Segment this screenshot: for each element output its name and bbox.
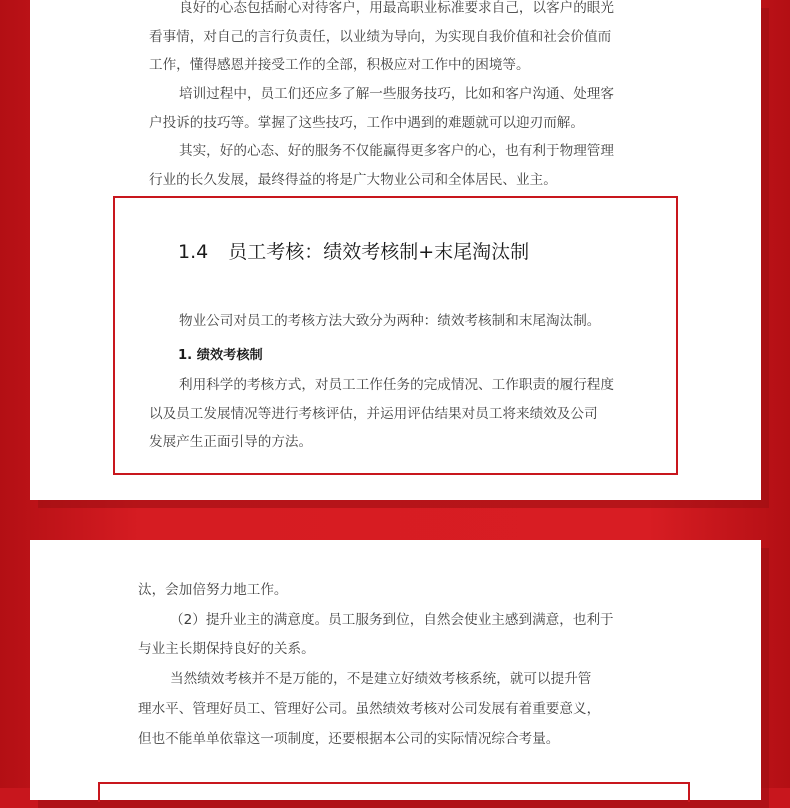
subheading: 1. 绩效考核制 [178,348,263,363]
paragraph-line: 工作，懂得感恩并接受工作的全部，积极应对工作中的困境等。 [149,57,530,73]
section-heading [178,238,529,266]
paragraph-line: 但也不能单单依靠这一项制度，还要根据本公司的实际情况综合考量。 [138,731,560,747]
section-intro: 物业公司对员工的考核方法大致分为两种：绩效考核制和末尾淘汰制。 [179,313,601,329]
paragraph-line: 户投诉的技巧等。掌握了这些技巧，工作中遇到的难题就可以迎刃而解。 [149,115,584,131]
paragraph-line: 当然绩效考核并不是万能的，不是建立好绩效考核系统，就可以提升管 [170,671,592,687]
section-frame-partial [98,782,690,802]
paragraph-line: 看事情，对自己的言行负责任，以业绩为导向，为实现自我价值和社会价值而 [149,29,612,45]
paragraph-line: 以及员工发展情况等进行考核评估，并运用评估结果对员工将来绩效及公司 [149,406,598,422]
paragraph-line: 利用科学的考核方式，对员工工作任务的完成情况、工作职责的履行程度 [179,377,614,393]
paragraph-line: 理水平、管理好员工、管理好公司。虽然绩效考核对公司发展有着重要意义， [138,701,601,717]
paragraph-line: 良好的心态包括耐心对待客户，用最高职业标准要求自己，以客户的眼光 [179,0,614,16]
section-title: 员工考核：绩效考核制+末尾淘汰制 [228,241,530,263]
paragraph-line: 汰，会加倍努力地工作。 [138,582,288,598]
paragraph-line: （2）提升业主的满意度。员工服务到位，自然会使业主感到满意，也利于 [170,612,614,628]
paragraph-line: 培训过程中，员工们还应多了解一些服务技巧，比如和客户沟通、处理客 [179,86,614,102]
paragraph-line: 其实，好的心态、好的服务不仅能赢得更多客户的心，也有利于物理管理 [179,143,614,159]
paragraph-line: 行业的长久发展，最终得益的将是广大物业公司和全体居民、业主。 [149,172,557,188]
paragraph-line: 与业主长期保持良好的关系。 [138,641,315,657]
paragraph-line: 发展产生正面引导的方法。 [149,434,313,450]
section-number: 1.4 [178,241,209,263]
